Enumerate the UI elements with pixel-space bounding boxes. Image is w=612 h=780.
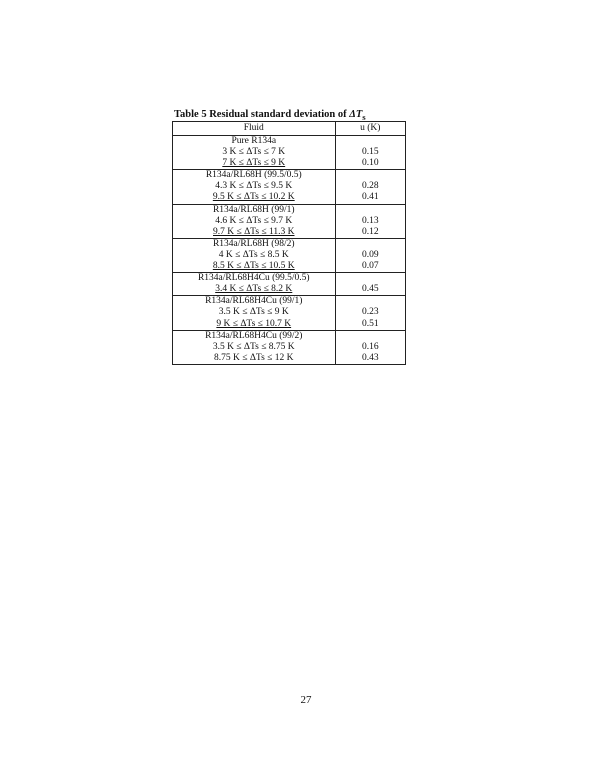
fluid-name: R134a/RL68H4Cu (99/1) [205,296,303,307]
u-cell [335,296,406,330]
temperature-range: 3 K ≤ ΔTs ≤ 7 K [222,147,286,158]
temperature-range: 4 K ≤ ΔTs ≤ 8.5 K [218,249,289,260]
header-fluid: Fluid [173,122,336,136]
fluid-name: R134a/RL68H4Cu (99.5/0.5) [197,273,310,284]
temperature-range: 3.4 K ≤ ΔTs ≤ 8.2 K [215,284,293,295]
temperature-range: 4.3 K ≤ ΔTs ≤ 9.5 K [215,181,293,192]
temperature-range: 9 K ≤ ΔTs ≤ 10.7 K [216,318,292,329]
caption-symbol: ΔT [349,109,363,120]
u-value: 0.23 [361,307,379,318]
u-spacer [336,136,406,147]
fluid-name: R134a/RL68H4Cu (99/2) [205,330,303,341]
fluid-cell [173,170,336,204]
u-value: 0.13 [361,215,379,226]
temperature-range: 4.6 K ≤ ΔTs ≤ 9.7 K [215,215,293,226]
u-value: 0.43 [361,352,379,363]
table-row [173,238,406,272]
fluid-name: R134a/RL68H (99.5/0.5) [205,170,302,181]
u-spacer [336,239,406,250]
u-spacer [336,331,406,342]
u-value: 0.15 [361,147,379,158]
table-header-row [173,122,406,136]
table-row [173,170,406,204]
caption-prefix: Table 5 Residual standard deviation of [174,109,350,120]
temperature-range: 9.7 K ≤ ΔTs ≤ 11.3 K [213,226,295,237]
u-value: 0.45 [361,284,379,295]
u-spacer [336,205,406,216]
u-cell [335,273,406,296]
u-value: 0.28 [361,181,379,192]
u-value: 0.07 [361,261,379,272]
table-caption [174,108,410,121]
u-spacer [336,296,406,307]
temperature-range: 3.5 K ≤ ΔTs ≤ 9 K [218,307,289,318]
u-cell [335,238,406,272]
temperature-range: 9.5 K ≤ ΔTs ≤ 10.2 K [212,192,295,203]
fluid-name: R134a/RL68H (99/1) [212,204,295,215]
u-cell [335,170,406,204]
u-value: 0.12 [361,226,379,237]
u-cell [335,204,406,238]
u-value: 0.09 [361,249,379,260]
u-value: 0.10 [361,158,379,169]
u-cell [335,330,406,364]
fluid-cell [173,238,336,272]
table-row [173,273,406,296]
fluid-cell [173,204,336,238]
temperature-range: 8.5 K ≤ ΔTs ≤ 10.5 K [212,261,295,272]
page-number: 27 [300,694,312,706]
fluid-name: Pure R134a [231,136,277,146]
temperature-range: 7 K ≤ ΔTs ≤ 9 K [222,158,286,169]
u-value: 0.41 [361,192,379,203]
table-row [173,296,406,330]
u-cell [335,136,406,170]
fluid-name: R134a/RL68H (98/2) [212,238,295,249]
fluid-cell [173,330,336,364]
table-row [173,136,406,170]
residual-deviation-table [172,121,406,365]
fluid-cell [173,296,336,330]
temperature-range: 8.75 K ≤ ΔTs ≤ 12 K [214,352,294,363]
fluid-cell [173,136,336,170]
u-spacer [336,273,406,284]
u-value: 0.51 [361,318,379,329]
table-row [173,204,406,238]
u-value: 0.16 [361,341,379,352]
u-spacer [336,170,406,181]
table-row [173,330,406,364]
temperature-range: 3.5 K ≤ ΔTs ≤ 8.75 K [212,341,295,352]
header-u: u (K) [335,122,406,136]
fluid-cell [173,273,336,296]
caption-subscript: s [362,112,366,123]
